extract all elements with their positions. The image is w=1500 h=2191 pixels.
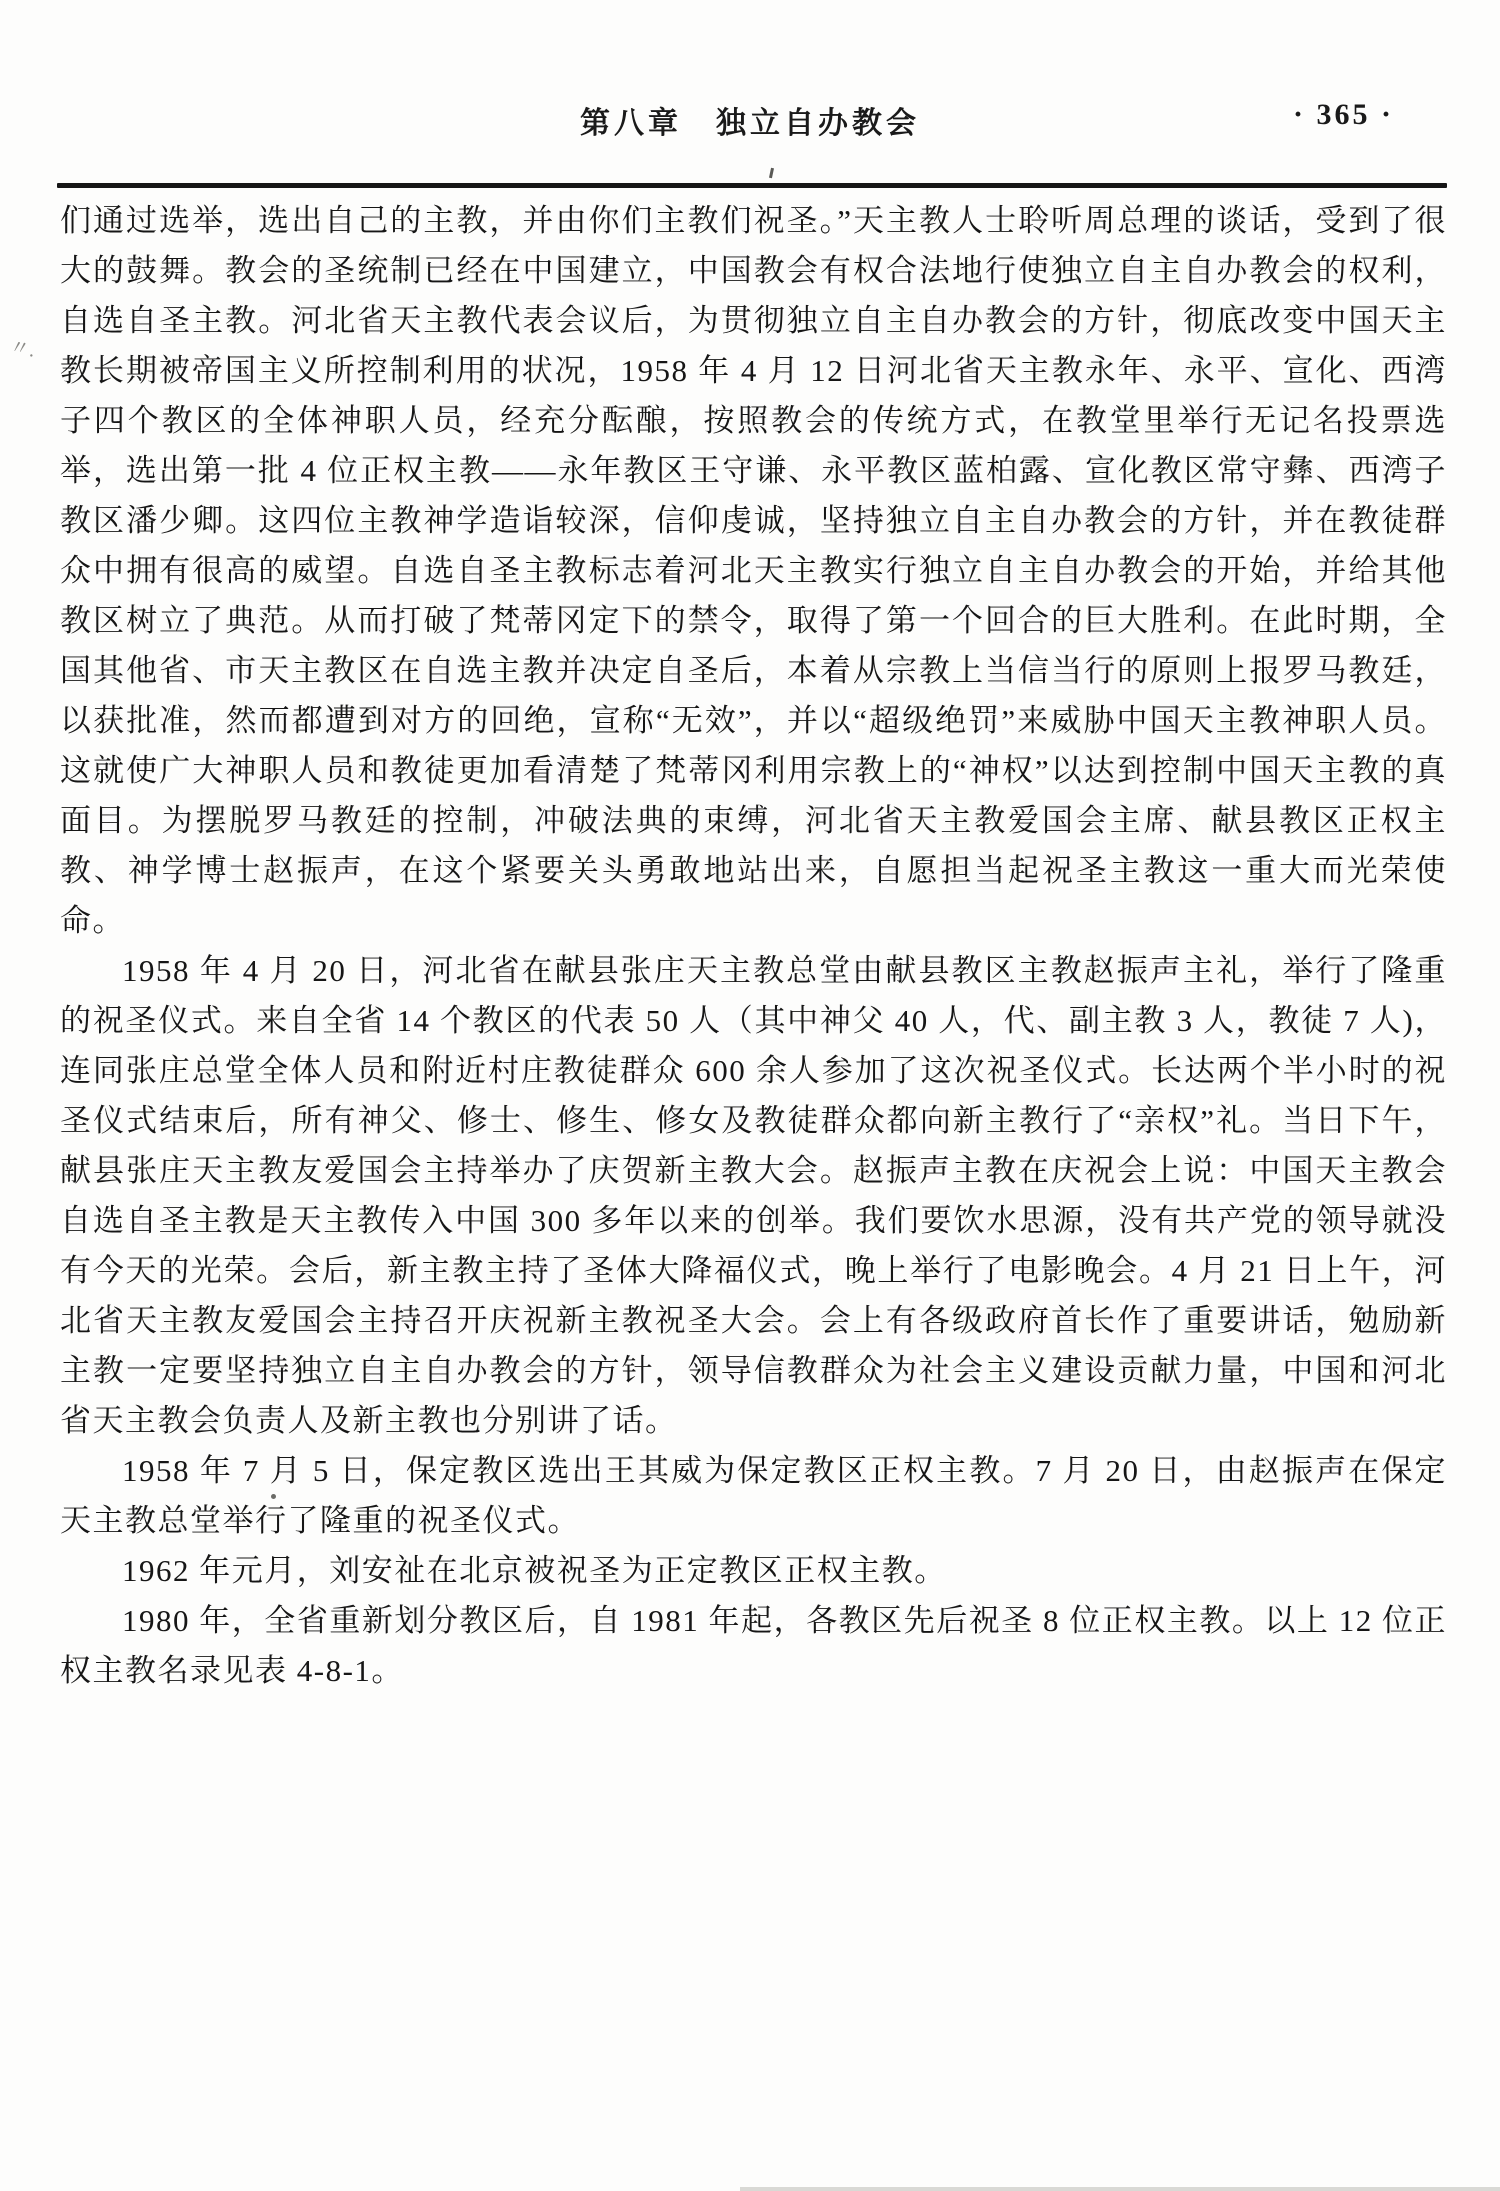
page-header	[0, 98, 1500, 142]
paragraph-continuation: 们通过选举，选出自己的主教，并由你们主教们祝圣。”天主教人士聆听周总理的谈话，受到了很大的鼓舞。教会的圣统制已经在中国建立，中国教会有权合法地行使独立自主自办教会的权利，自选自圣主教。河北省天主教代表会议后，为贯彻独立自主自办教会的方针，彻底改变中国天主教长期被帝国主义所控制利用的状况，1958 年 4 月 12 日河北省天主教永年、永平、宣化、西湾子四个教区的全体神职人员，经充分酝酿，按照教会的传统方式，在教堂里举行无记名投票选举，选出第一批 4 位正权主教——永年教区王守谦、永平教区蓝柏露、宣化教区常守彝、西湾子教区潘少卿。这四位主教神学造诣较深，信仰虔诚，坚持独立自主自办教会的方针，并在教徒群众中拥有很高的威望。自选自圣主教标志着河北天主教实行独立自主自办教会的开始，并给其他教区树立了典范。从而打破了梵蒂冈定下的禁令，取得了第一个回合的巨大胜利。在此时期，全国其他省、市天主教区在自选主教并决定自圣后，本着从宗教上当信当行的原则上报罗马教廷，以获批准，然而都遭到对方的回绝，宣称“无效”，并以“超级绝罚”来威胁中国天主教神职人员。这就使广大神职人员和教徒更加看清楚了梵蒂冈利用宗教上的“神权”以达到控制中国天主教的真面目。为摆脱罗马教廷的控制，冲破法典的束缚，河北省天主教爱国会主席、献县教区正权主教、神学博士赵振声，在这个紧要关头勇敢地站出来，自愿担当起祝圣主教这一重大而光荣使命。	[60, 203, 1447, 938]
header-rule	[57, 183, 1447, 188]
scan-speck	[769, 168, 774, 178]
scan-speck	[271, 1494, 276, 1499]
paragraph-baoding-1958-july: 1958 年 7 月 5 日，保定教区选出王其威为保定教区正权主教。7 月 20 日，由赵振声在保定天主教总堂举行了隆重的祝圣仪式。	[60, 1453, 1447, 1538]
page-number: · 365 ·	[1292, 98, 1394, 131]
paragraph-1980: 1980 年，全省重新划分教区后，自 1981 年起，各教区先后祝圣 8 位正权主教。以上 12 位正权主教名录见表 4-8-1。	[60, 1603, 1447, 1688]
scan-margin-mark: 〃.	[8, 336, 37, 362]
chapter-title: 第八章 独立自办教会	[580, 107, 920, 140]
scan-bottom-edge	[740, 2187, 1500, 2191]
paragraph-1962: 1962 年元月，刘安祉在北京被祝圣为正定教区正权主教。	[122, 1553, 947, 1588]
body-text	[60, 196, 1447, 1696]
paragraph-consecration-1958-april: 1958 年 4 月 20 日，河北省在献县张庄天主教总堂由献县教区主教赵振声主礼，举行了隆重的祝圣仪式。来自全省 14 个教区的代表 50 人（其中神父 40 人，代、副主教 3 人，教徒 7 人)，连同张庄总堂全体人员和附近村庄教徒群众 600 余人参加了这次祝圣仪式。长达两个半小时的祝圣仪式结束后，所有神父、修士、修生、修女及教徒群众都向新主教行了“亲权”礼。当日下午，献县张庄天主教友爱国会主持举办了庆贺新主教大会。赵振声主教在庆祝会上说：中国天主教会自选自圣主教是天主教传入中国 300 多年以来的创举。我们要饮水思源，没有共产党的领导就没有今天的光荣。会后，新主教主持了圣体大降福仪式，晚上举行了电影晚会。4 月 21 日上午，河北省天主教友爱国会主持召开庆祝新主教祝圣大会。会上有各级政府首长作了重要讲话，勉励新主教一定要坚持独立自主自办教会的方针，领导信教群众为社会主义建设贡献力量，中国和河北省天主教会负责人及新主教也分别讲了话。	[60, 953, 1447, 1438]
